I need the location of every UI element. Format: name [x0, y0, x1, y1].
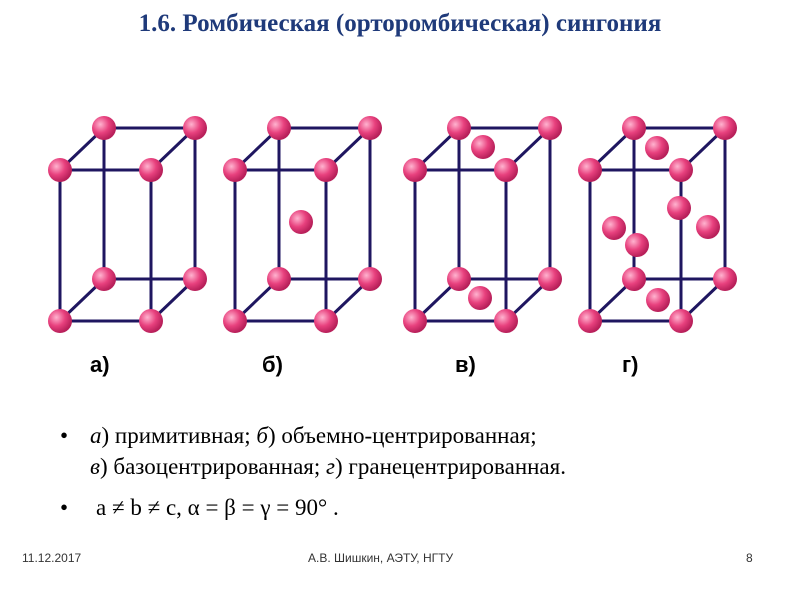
primitive-corner-atom [92, 267, 116, 291]
primitive-text: ) примитивная; [101, 423, 257, 448]
base-centered-corner-atom [403, 309, 427, 333]
letter-g: г [326, 454, 336, 479]
body-centered-corner-atom [358, 116, 382, 140]
base-centered-corner-atom [494, 158, 518, 182]
face-centered-left-face-atom [602, 216, 626, 240]
face-centered-right-face-atom [696, 215, 720, 239]
label-b: б) [262, 352, 283, 377]
footer-page: 8 [746, 551, 753, 565]
face-centered-corner-atom [713, 116, 737, 140]
base-centered-corner-atom [447, 116, 471, 140]
slide-title: 1.6. Ромбическая (орторомбическая) сингония [138, 10, 662, 37]
formula-text: a ≠ b ≠ c, α = β = γ = 90° . [96, 495, 339, 520]
body-centered-corner-atom [267, 267, 291, 291]
bullet-dot: • [60, 495, 69, 520]
body-centered-corner-atom [314, 158, 338, 182]
base-centered-text: ) базоцентрированная; [99, 454, 327, 479]
primitive-corner-atom [183, 116, 207, 140]
body-centered-corner-atom [358, 267, 382, 291]
letter-b: б [256, 423, 268, 448]
face-centered-corner-atom [713, 267, 737, 291]
base-centered-corner-atom [494, 309, 518, 333]
base-centered-corner-atom [403, 158, 427, 182]
footer-date: 11.12.2017 [22, 551, 82, 565]
face-centered-corner-atom [578, 309, 602, 333]
label-v: в) [455, 352, 476, 377]
body-centered-text: ) объемно-центрированная; [267, 423, 537, 448]
face-centered-top-face-atom [645, 136, 669, 160]
footer-author: А.В. Шишкин, АЭТУ, НГТУ [308, 551, 454, 565]
base-centered-corner-atom [538, 116, 562, 140]
face-centered-corner-atom [622, 267, 646, 291]
bullet-dot: • [60, 423, 69, 448]
primitive-corner-atom [139, 158, 163, 182]
face-centered-back-face-atom [667, 196, 691, 220]
face-centered-corner-atom [669, 158, 693, 182]
bullet-list [60, 420, 780, 523]
letter-v: в [90, 454, 100, 479]
face-centered-corner-atom [622, 116, 646, 140]
body-centered-corner-atom [223, 309, 247, 333]
body-centered-corner-atom [314, 309, 338, 333]
base-centered-bottom-base-atom [468, 286, 492, 310]
base-centered-top-base-atom [471, 135, 495, 159]
primitive-corner-atom [183, 267, 207, 291]
label-a: а) [90, 352, 110, 377]
base-centered-corner-atom [538, 267, 562, 291]
face-centered-corner-atom [578, 158, 602, 182]
letter-a: а [90, 423, 102, 448]
body-centered-center-atom [289, 210, 313, 234]
primitive-corner-atom [92, 116, 116, 140]
face-centered-front-face-atom [625, 233, 649, 257]
face-centered-text: ) гранецентрированная. [335, 454, 566, 479]
body-centered-corner-atom [223, 158, 247, 182]
body-centered-corner-atom [267, 116, 291, 140]
face-centered-corner-atom [669, 309, 693, 333]
primitive-corner-atom [139, 309, 163, 333]
label-g: г) [622, 352, 639, 377]
base-centered-corner-atom [447, 267, 471, 291]
bullet-lattice-types [60, 420, 780, 482]
orthorhombic-lattice-diagram [0, 100, 800, 340]
primitive-corner-atom [48, 309, 72, 333]
face-centered-bottom-face-atom [646, 288, 670, 312]
primitive-corner-atom [48, 158, 72, 182]
bullet-formula [60, 492, 780, 523]
